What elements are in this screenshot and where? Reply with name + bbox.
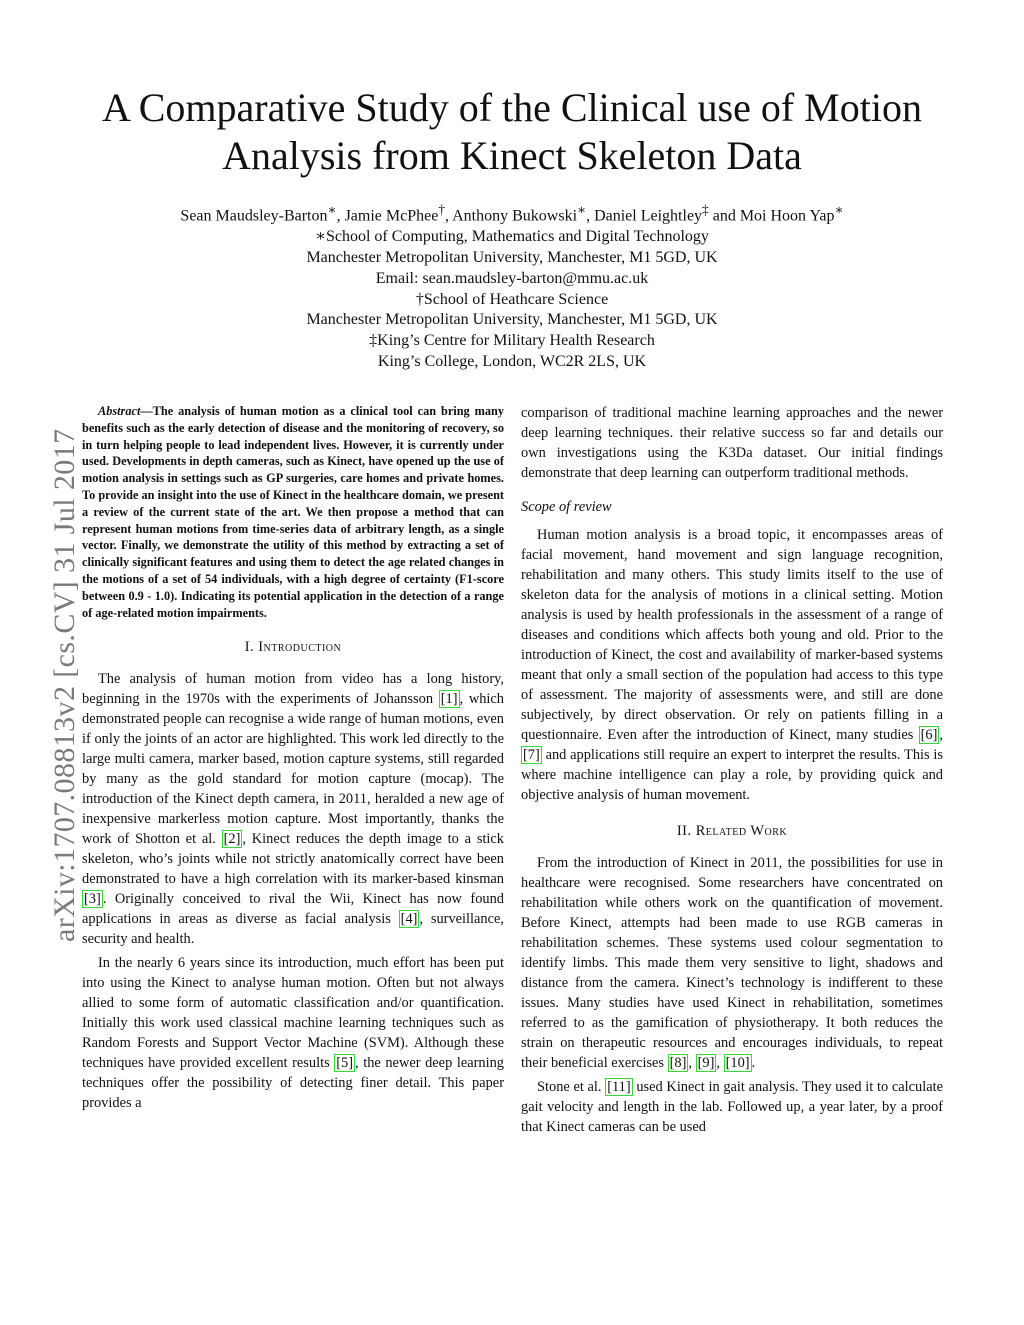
- section-heading-related-work: [521, 821, 943, 841]
- text-run: The analysis of human motion from video has a long history, beginning in the 1970s with the experiments of Johansson: [82, 671, 504, 708]
- abstract-dash: —: [140, 404, 153, 418]
- paper-title-line-2: Analysis from Kinect Skeleton Data: [222, 133, 802, 178]
- section-title: Introduction: [258, 639, 342, 656]
- text-run: In the nearly 6 years since its introduction, much effort has been put into using the Kinect to analyse human motion. Often but not always allied to some form of automatic classification and/or quantification. Initially this work used classical machine learning techniques such as Random Forests and Support Vector Machine (SVM). Although these techniques have provided excellent results: [82, 955, 504, 1072]
- authors-block: [100, 200, 924, 373]
- scope-paragraph: [521, 525, 943, 805]
- text-run: ,: [688, 1055, 696, 1071]
- text-run: From the introduction of Kinect in 2011, the possibilities for use in healthcare were recognised. Some researchers have concentrated on rehabilitation while others work on the quantification of movement. Before Kinect, attempts had been made to use RGB cameras in rehabilitation schemes. These systems used colour segmentation to identify limbs. This made them very sensitive to light, shadows and distance from the camera. Kinect’s technology is indifferent to these issues. Many studies have used Kinect in rehabilitation, sometimes referred to as the gamification of physiotherapy. It both reduces the strain on therapeutic resources and encourages individuals, to repeat their beneficial exercises: [521, 855, 943, 1071]
- abstract-label: Abstract: [98, 404, 141, 418]
- affiliation-line: Manchester Metropolitan University, Manchester, M1 5GD, UK: [306, 248, 718, 266]
- right-column: [521, 403, 943, 1137]
- citation-link[interactable]: [11]: [607, 1079, 631, 1095]
- author-mark: ∗: [577, 202, 587, 217]
- citation-link[interactable]: [1]: [440, 691, 458, 708]
- subsection-heading-scope: Scope of review: [521, 499, 612, 515]
- author-mark: ‡: [702, 202, 709, 217]
- author-mark: ∗: [327, 202, 337, 217]
- affiliation-line: ‡King’s Centre for Military Health Research: [369, 332, 655, 350]
- section-title: Related Work: [695, 823, 788, 839]
- author-mark: ∗: [834, 202, 844, 217]
- text-run: , surveillance, security and health.: [82, 911, 504, 948]
- author-name: Daniel Leightley: [594, 207, 703, 225]
- section-heading-introduction: [82, 637, 504, 657]
- text-run: .: [751, 1055, 756, 1071]
- affiliation-line: King’s College, London, WC2R 2LS, UK: [377, 352, 647, 370]
- author-mark: †: [438, 202, 445, 217]
- abstract: [82, 403, 504, 621]
- text-run: , which demonstrated people can recognise a wide range of human motions, even if only the joints of an actor are highlighted. This work led directly to the large multi camera, marker based, motion capture systems, still regarded by many as the gold standard for motion capture (mocap). The introduction of the Kinect depth camera, in 2011, heralded a new age of inexpensive markerless motion capture. Most importantly, thanks the work of Shotton et al.: [82, 691, 504, 848]
- paper-title-line-1: A Comparative Study of the Clinical use of Motion: [102, 85, 922, 130]
- citation-link[interactable]: [10]: [725, 1055, 750, 1071]
- section-number: II.: [676, 823, 692, 839]
- citation-link[interactable]: [5]: [336, 1055, 354, 1072]
- intro-paragraph-1: [82, 669, 504, 949]
- affiliation-line: ∗School of Computing, Mathematics and Digital Technology: [315, 228, 709, 246]
- left-column: [82, 403, 504, 1113]
- text-run: ,: [939, 727, 943, 743]
- text-run: used Kinect in gait analysis. They used it to calculate gait velocity and length in the lab. Followed up, a year later, by a proof that Kinect cameras can be used: [521, 1079, 943, 1135]
- section-number: I.: [244, 639, 255, 656]
- email-line: Email: sean.maudsley-barton@mmu.ac.uk: [375, 269, 649, 287]
- citation-link[interactable]: [9]: [697, 1055, 715, 1071]
- citation-link[interactable]: [2]: [223, 831, 241, 848]
- author-names: Sean Maudsley-Barton∗, Jamie McPhee†, Anthony Bukowski∗, Daniel Leightley‡ and Moi Hoon Yap∗: [180, 202, 844, 225]
- text-run: and applications still require an expert to interpret the results. This is where machine intelligence can play a role, by providing quick and objective analysis of human movement.: [521, 747, 943, 803]
- related-work-paragraph-1: [521, 853, 943, 1073]
- text-run: . Originally conceived to rival the Wii, Kinect has now found applications in areas as diverse as facial analysis: [82, 891, 504, 928]
- author-name: Jamie McPhee: [344, 207, 439, 225]
- text-run: Human motion analysis is a broad topic, it encompasses areas of facial movement, hand movement and sign language recognition, rehabilitation and many others. This study limits itself to the use of skeleton data for the analysis of motions in a clinical setting. Motion analysis is used by health professionals in the assessment of a range of diseases and conditions which affects both young and old. Prior to the introduction of Kinect, the cost and availability of marker-based systems meant that only a small section of the population had access to this type of assessment. The majority of assessments were, and still are done subjectively, by direct observation. Or rely on patients filling in a questionnaire. Even after the introduction of Kinect, many studies: [521, 527, 943, 743]
- citation-link[interactable]: [3]: [84, 891, 101, 908]
- abstract-text: The analysis of human motion as a clinical tool can bring many benefits such as the early detection of disease and the monitoring of recovery, so in turn helping people to lead independent lives. However, it is currently under used. Developments in depth cameras, such as Kinect, have opened up the use of motion analysis in settings such as GP surgeries, care homes and private homes. To provide an insight into the use of Kinect in the healthcare domain, we present a review of the current state of the art. We then propose a method that can represent human motions from time-series data of arbitrary length, as a single vector. Finally, we demonstrate the utility of this method by extracting a set of clinically significant features and using them to detect the age related changes in the motions of a set of 54 individuals, with a high degree of certainty (F1-score between 0.9 - 1.0). Indicating its potential application in the detection of a range of age-related motion impairments.: [82, 404, 504, 620]
- citation-link[interactable]: [4]: [400, 911, 418, 928]
- text-run: , Kinect reduces the depth image to a stick skeleton, who’s joints while not strictly anatomically correct have been demonstrated to have a high correlation with its marker-based kinsman: [82, 831, 504, 888]
- intro-paragraph-continued: comparison of traditional machine learning approaches and the newer deep learning techniques. their relative success so far and details our own investigations using the K3Da dataset. Our initial findings demonstrate that deep learning can outperform traditional methods.: [521, 405, 943, 481]
- author-name: Anthony Bukowski: [452, 207, 578, 225]
- citation-link[interactable]: [8]: [669, 1055, 687, 1071]
- affiliation-line: Manchester Metropolitan University, Manchester, M1 5GD, UK: [306, 311, 718, 329]
- text-run: ,: [716, 1055, 724, 1071]
- paper-title: [60, 84, 964, 180]
- author-name: Sean Maudsley-Barton: [180, 207, 328, 225]
- intro-paragraph-2: [82, 953, 504, 1113]
- text-run: Stone et al.: [537, 1079, 606, 1095]
- arxiv-identifier: arXiv:1707.08813v2 [cs.CV] 31 Jul 2017: [48, 428, 81, 942]
- text-run: , the newer deep learning techniques offer the possibility of detecting finer detail. This paper provides a: [82, 1055, 504, 1112]
- citation-link[interactable]: [6]: [920, 727, 938, 743]
- related-work-paragraph-2: [521, 1077, 943, 1137]
- affiliation-line: †School of Heathcare Science: [415, 290, 609, 308]
- citation-link[interactable]: [7]: [523, 747, 540, 763]
- author-name: Moi Hoon Yap: [739, 207, 835, 225]
